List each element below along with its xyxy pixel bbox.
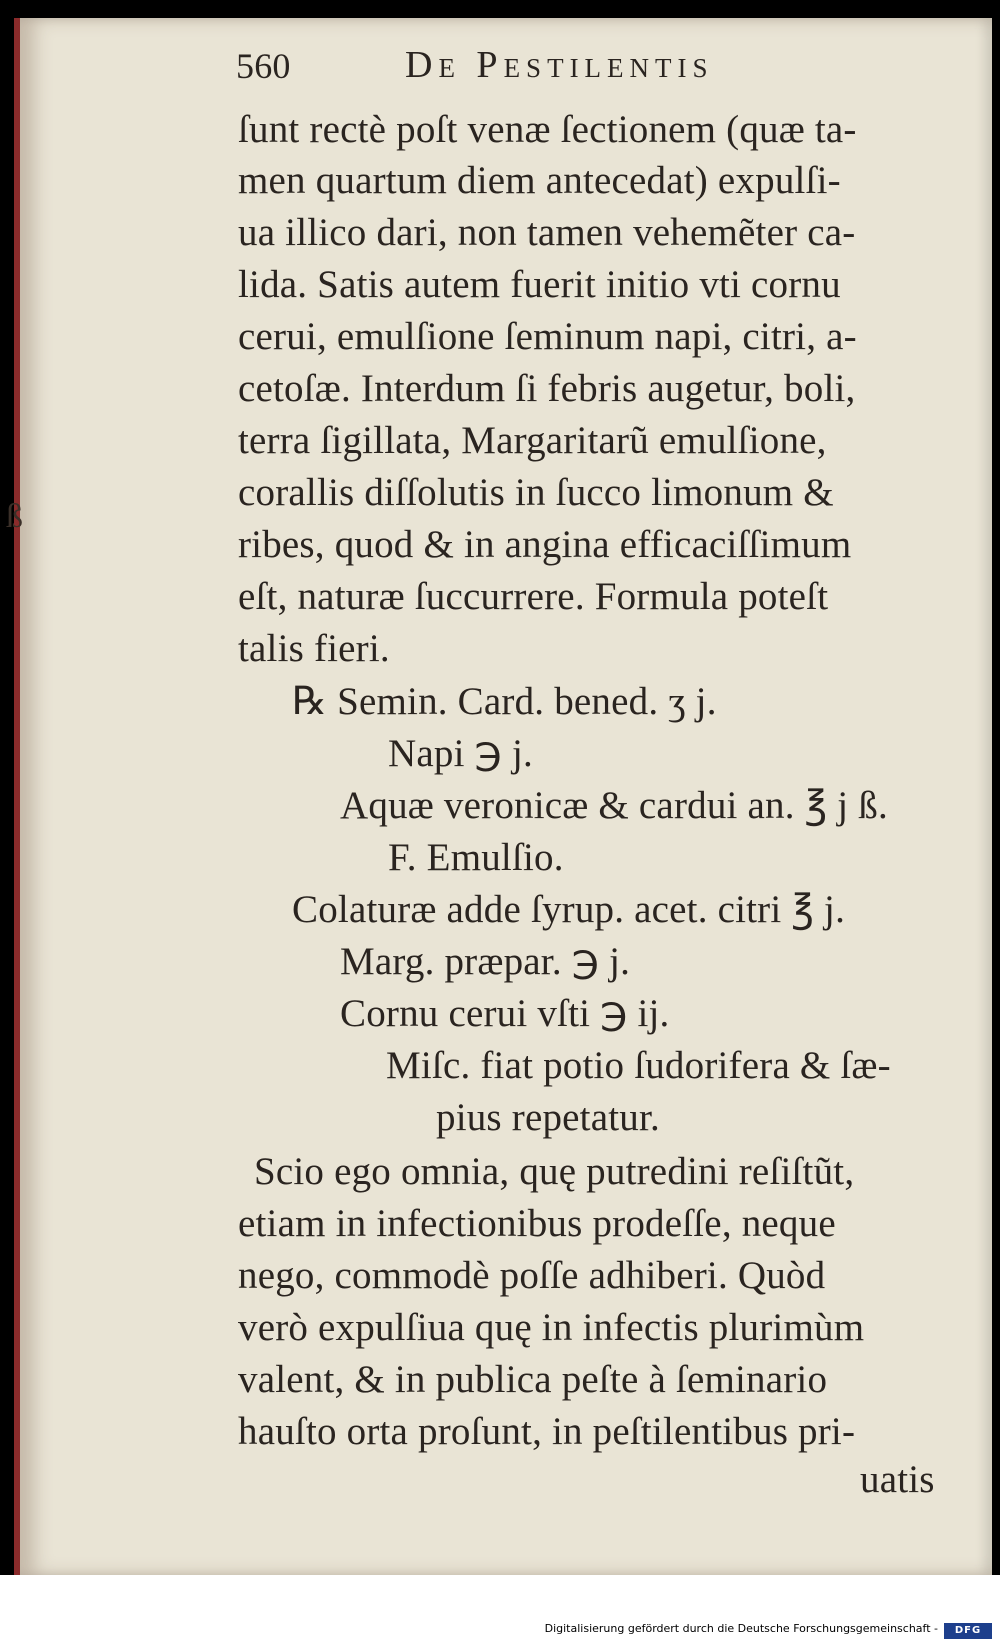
text-line: eſt, naturæ ſuccurrere. Formula poteſt [238, 575, 829, 618]
recipe-line: pius repetatur. [436, 1096, 660, 1139]
recipe-line: F. Emulſio. [388, 836, 564, 879]
text-line: Scio ego omnia, quę putredini reſiſtũt, [254, 1150, 855, 1193]
catchword: uatis [860, 1458, 935, 1501]
recipe-line: ℞ Semin. Card. bened. ʒ j. [292, 680, 717, 723]
book-scan [0, 18, 994, 1574]
dfg-logo: DFG [944, 1623, 992, 1639]
text-line: ua illico dari, non tamen vehemẽter ca- [238, 211, 856, 254]
text-line: hauſto orta proſunt, in peſtilentibus pri- [238, 1410, 856, 1453]
footer-bar [0, 1575, 1000, 1651]
text-line: talis fieri. [238, 627, 390, 670]
text-line: nego, commodè poſſe adhiberi. Quòd [238, 1254, 826, 1297]
text-line: cetoſæ. Interdum ſi febris augetur, boli, [238, 367, 856, 410]
recipe-line: Cornu cerui vſti ℈ ij. [340, 992, 670, 1035]
recipe-line: Napi ℈ j. [388, 732, 533, 775]
text-line: ribes, quod & in angina efficaciſſimum [238, 523, 852, 566]
text-line: etiam in infectionibus prodeſſe, neque [238, 1202, 836, 1245]
text-line: verò expulſiua quę in infectis plurimùm [238, 1306, 865, 1349]
text-line: corallis diſſolutis in ſucco limonum & [238, 471, 834, 514]
recipe-line: Aquæ veronicæ & cardui an. ℥ j ß. [340, 784, 888, 827]
running-title: De Pestilentis [405, 44, 714, 86]
text-line: valent, & in publica peſte à ſeminario [238, 1358, 828, 1401]
text-line: lida. Satis autem fuerit initio vti cornu [238, 263, 841, 306]
text-line: men quartum diem antecedat) expulſi- [238, 159, 841, 202]
page-number: 560 [236, 46, 291, 86]
text-line: cerui, emulſione ſeminum napi, citri, a- [238, 315, 857, 358]
text-line: ſunt rectè poſt venæ ſectionem (quæ ta- [238, 108, 857, 151]
funding-credit: Digitalisierung gefördert durch die Deutsche Forschungsgemeinschaft - [544, 1622, 938, 1635]
recipe-line: Miſc. fiat potio ſudorifera & ſæ- [386, 1044, 891, 1087]
recipe-line: Marg. præpar. ℈ j. [340, 940, 631, 983]
text-line: terra ſigillata, Margaritarũ emulſione, [238, 419, 827, 462]
margin-bleed-mark: ß [6, 498, 23, 535]
recipe-line: Colaturæ adde ſyrup. acet. citri ℥ j. [292, 888, 846, 931]
